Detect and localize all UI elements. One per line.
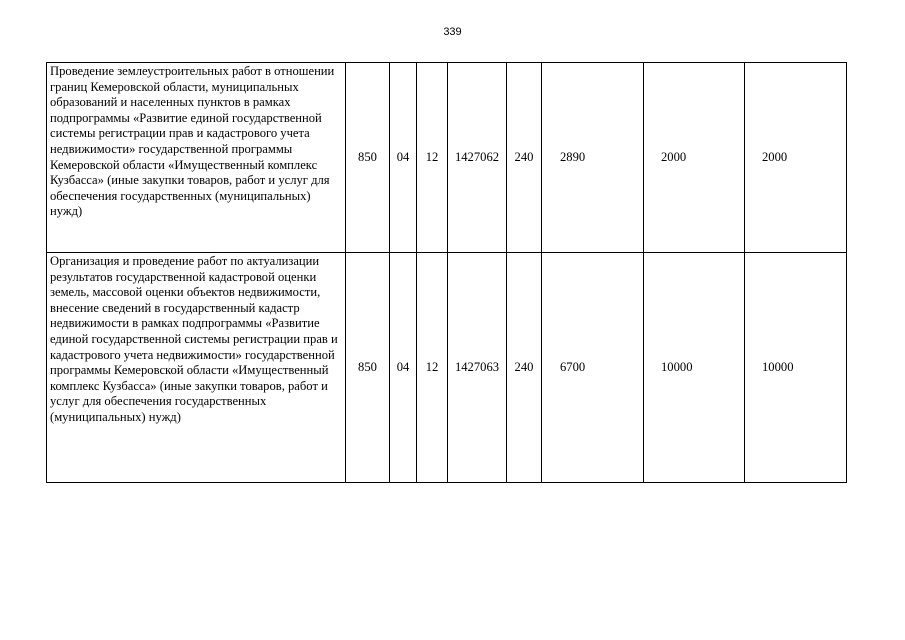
row-description: Проведение землеустроительных работ в отношении границ Кемеровской области, муниципальных образований и населенных пунктов в рамках подпрограммы «Развитие единой государственной системы регистрации прав и кадастрового учета недвижимости» государственной программы Кемеровской области «Имущественный комплекс Кузбасса» (иные закупки товаров, работ и услуг для обеспечения государственных (муниципальных) нужд)	[47, 63, 346, 253]
amount-year-3: 2000	[745, 63, 847, 253]
section-code: 04	[390, 253, 417, 483]
target-article-code: 1427062	[448, 63, 507, 253]
target-article-code: 1427063	[448, 253, 507, 483]
budget-table	[46, 62, 847, 483]
amount-year-1: 2890	[542, 63, 644, 253]
table-row	[47, 253, 847, 483]
page-number: 339	[443, 26, 462, 38]
amount-year-2: 10000	[644, 253, 745, 483]
ministry-code: 850	[346, 63, 390, 253]
amount-year-1: 6700	[542, 253, 644, 483]
table-row	[47, 63, 847, 253]
section-code: 04	[390, 63, 417, 253]
amount-year-3: 10000	[745, 253, 847, 483]
ministry-code: 850	[346, 253, 390, 483]
expense-type-code: 240	[507, 253, 542, 483]
subsection-code: 12	[417, 253, 448, 483]
row-description: Организация и проведение работ по актуализации результатов государственной кадастровой оценки земель, массовой оценки объектов недвижимости, внесение сведений в государственный кадастр недвижимости в рамках подпрограммы «Развитие единой государственной системы регистрации прав и кадастрового учета недвижимости» государственной программы Кемеровской области «Имущественный комплекс Кузбасса» (иные закупки товаров, работ и услуг для обеспечения государственных (муниципальных) нужд)	[47, 253, 346, 483]
expense-type-code: 240	[507, 63, 542, 253]
subsection-code: 12	[417, 63, 448, 253]
amount-year-2: 2000	[644, 63, 745, 253]
